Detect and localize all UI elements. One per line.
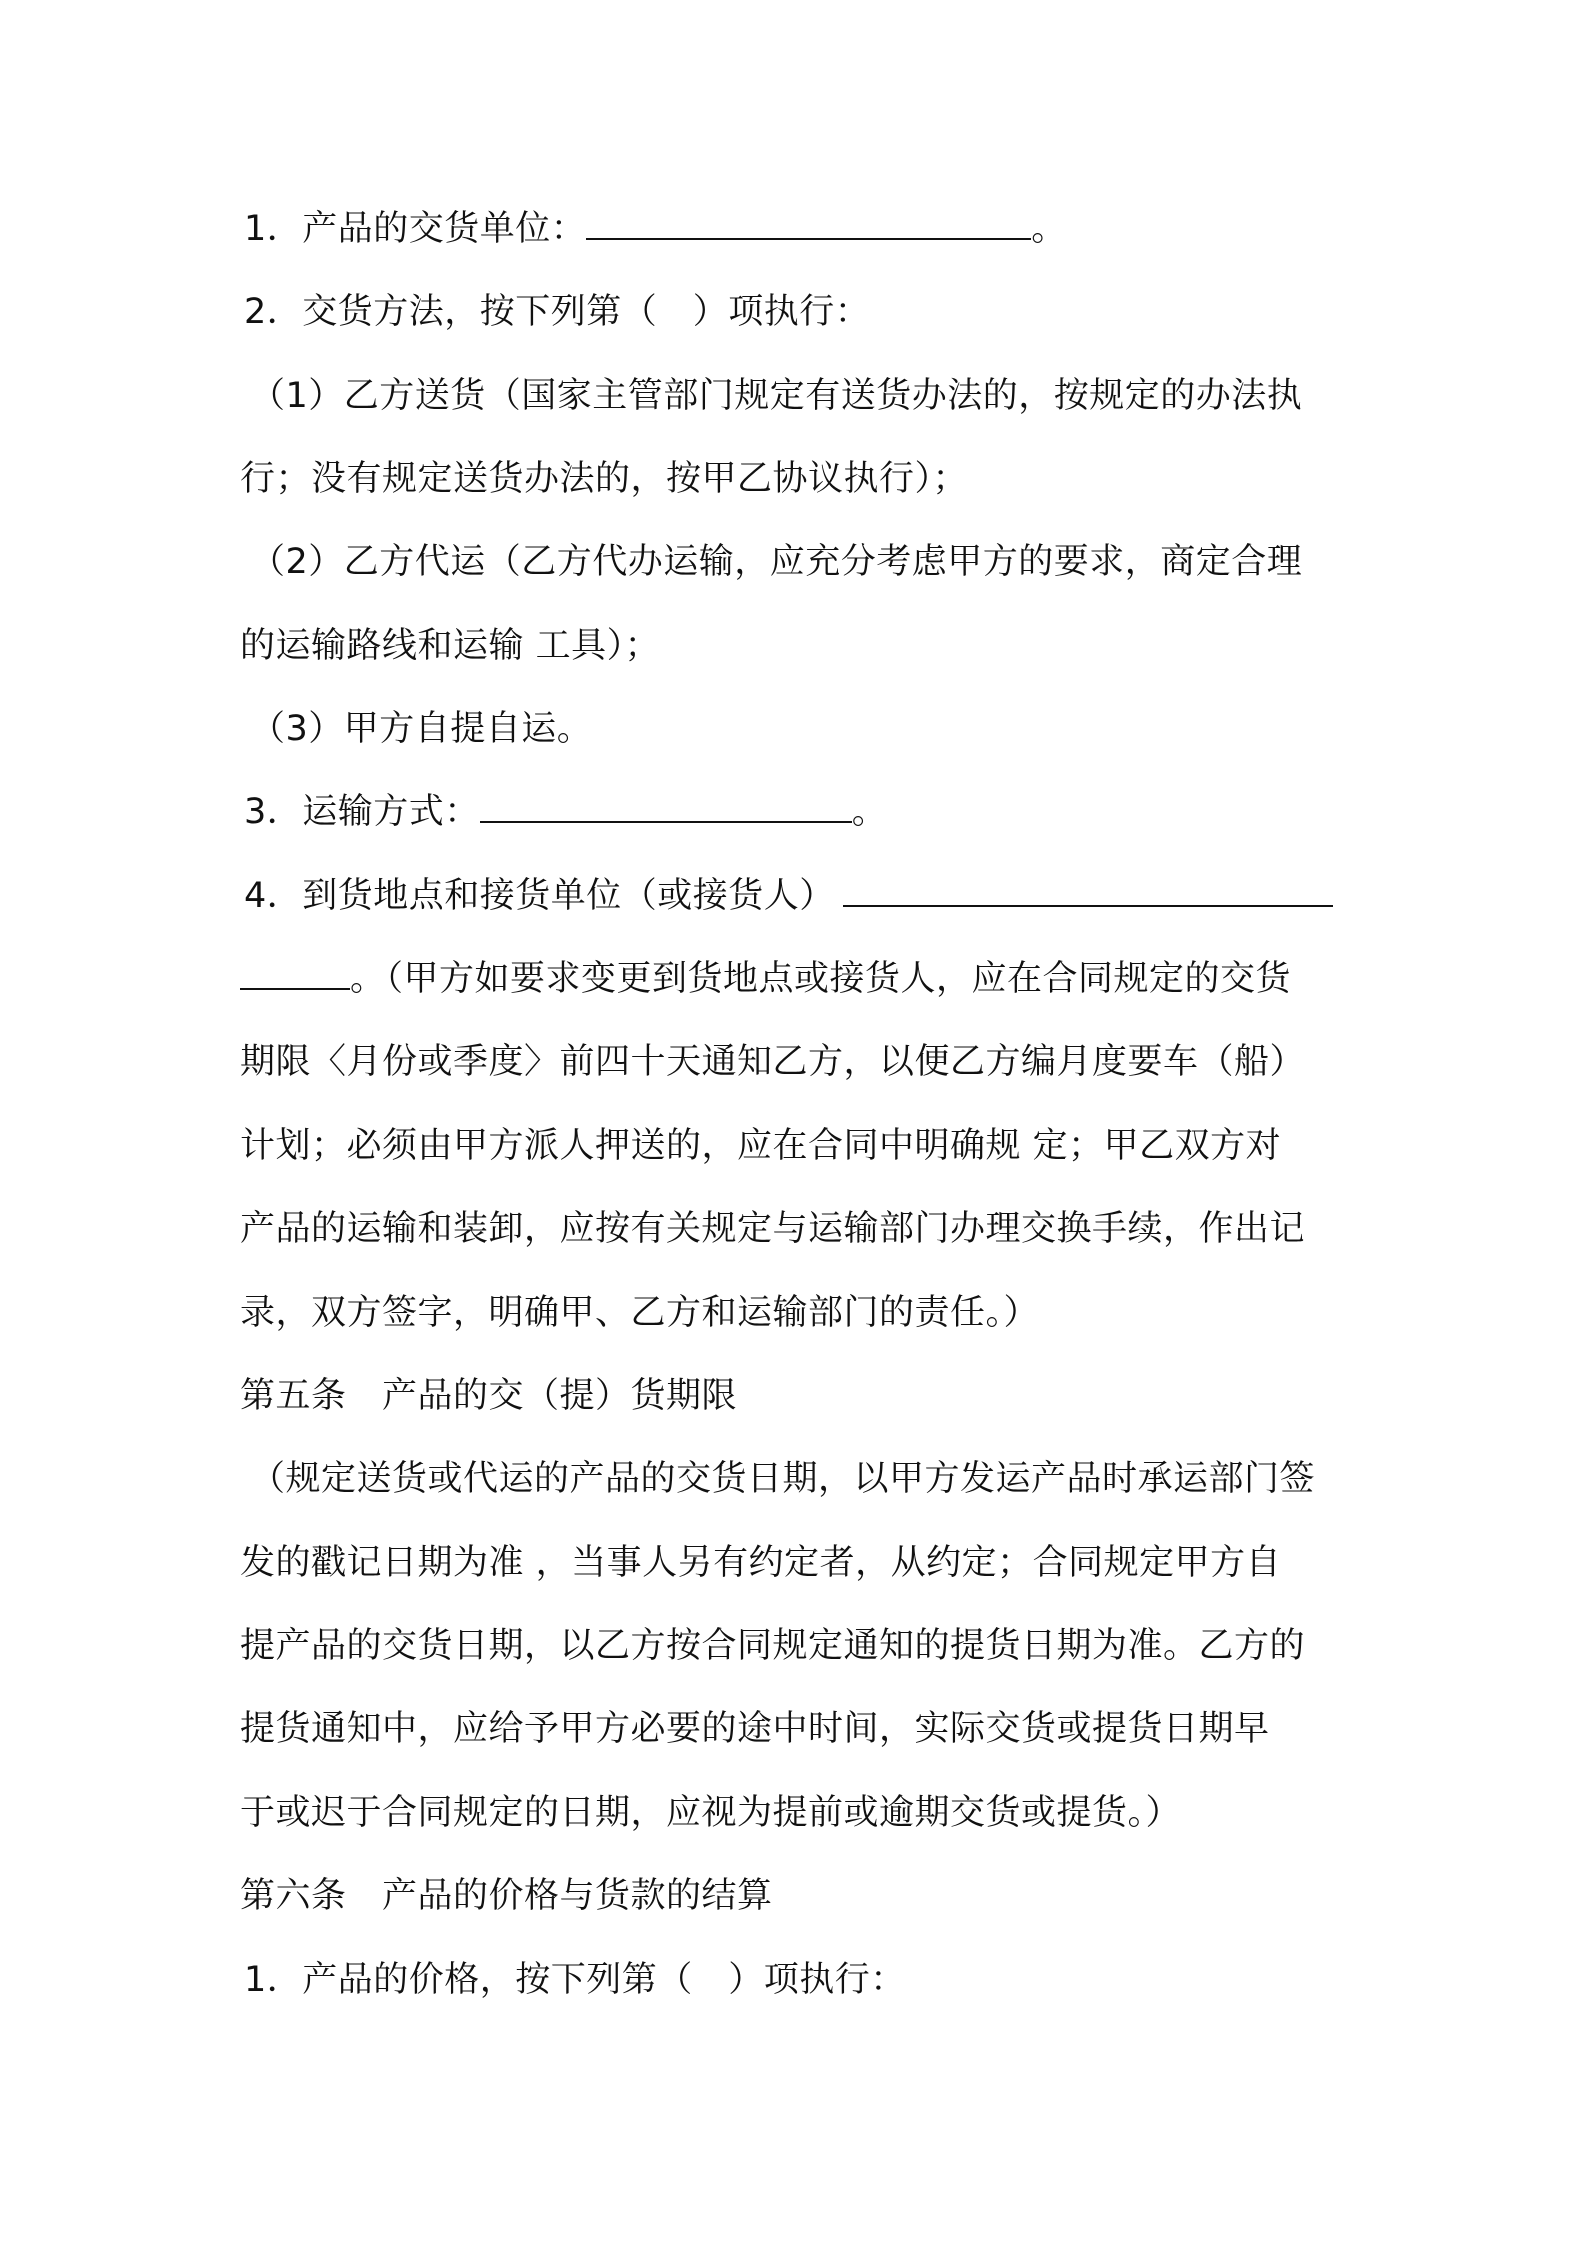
transport-method-blank[interactable] <box>480 787 852 823</box>
paragraph-line <box>240 1032 1305 1092</box>
option-1-line-b <box>240 449 968 509</box>
article-6-title: 第六条 产品的价格与货款的结算 <box>240 1876 773 1916</box>
article-6-heading <box>240 1866 773 1926</box>
transport-method-label: 3．运输方式： <box>244 792 480 832</box>
paragraph-line <box>240 1699 1270 1759</box>
paragraph-text: 提货通知中，应给予甲方必要的途中时间，实际交货或提货日期早 <box>240 1709 1270 1749</box>
paragraph-line <box>240 1533 1281 1593</box>
option-2-line-b <box>240 616 660 676</box>
paragraph-line <box>240 1199 1305 1259</box>
paragraph-text: 录，双方签字，明确甲、乙方和运输部门的责任。） <box>240 1293 1040 1333</box>
paragraph-text: 于或迟于合同规定的日期，应视为提前或逾期交货或提货。） <box>240 1793 1182 1833</box>
option-1-text-a: （1）乙方送货（国家主管部门规定有送货办法的，按规定的办法执 <box>250 376 1303 416</box>
paragraph-line <box>250 1449 1315 1509</box>
option-2-text-b: 的运输路线和运输 工具）； <box>240 626 661 666</box>
paragraph-line <box>240 1283 1039 1343</box>
arrival-place-blank-b[interactable] <box>240 954 350 990</box>
article-5-heading <box>240 1366 737 1426</box>
option-2-line-a <box>250 532 1302 592</box>
delivery-unit-line <box>244 199 1067 259</box>
arrival-place-label: 4．到货地点和接货单位（或接货人） <box>244 876 835 916</box>
delivery-unit-end: 。 <box>1031 209 1067 249</box>
option-3-line <box>250 699 592 759</box>
price-line <box>244 1950 906 2010</box>
transport-method-line <box>244 782 887 842</box>
transport-method-end: 。 <box>851 792 888 832</box>
paragraph-text: 期限〈月份或季度〉前四十天通知乙方，以便乙方编月度要车（船） <box>240 1042 1306 1082</box>
paragraph-text: 提产品的交货日期，以乙方按合同规定通知的提货日期为准。乙方的 <box>240 1626 1306 1666</box>
option-3-text: （3）甲方自提自运。 <box>250 709 593 749</box>
delivery-unit-blank[interactable] <box>586 204 1031 240</box>
paragraph-text: （规定送货或代运的产品的交货日期，以甲方发运产品时承运部门签 <box>250 1459 1316 1499</box>
option-2-text-a: （2）乙方代运（乙方代办运输，应充分考虑甲方的要求，商定合理 <box>250 542 1303 582</box>
delivery-method-line <box>244 282 870 342</box>
paragraph-line <box>240 1116 1281 1176</box>
paragraph-text: 产品的运输和装卸，应按有关规定与运输部门办理交换手续，作出记 <box>240 1209 1306 1249</box>
arrival-place-blank[interactable] <box>843 871 1333 907</box>
arrival-place-line-b <box>240 949 1291 1009</box>
paragraph-line <box>240 1783 1181 1843</box>
paragraph-text: 发的戳记日期为准 ，当事人另有约定者，从约定；合同规定甲方自 <box>240 1543 1282 1583</box>
price-text: 1．产品的价格，按下列第（ ）项执行： <box>244 1960 906 2000</box>
arrival-place-text-b: 。（甲方如要求变更到货地点或接货人，应在合同规定的交货 <box>350 959 1292 999</box>
paragraph-line <box>240 1616 1305 1676</box>
delivery-unit-label: 1．产品的交货单位： <box>244 209 587 249</box>
arrival-place-line <box>244 866 1333 926</box>
article-5-title: 第五条 产品的交（提）货期限 <box>240 1376 738 1416</box>
option-1-line-a <box>250 366 1302 426</box>
delivery-method-text: 2．交货方法，按下列第（ ）项执行： <box>244 292 871 332</box>
option-1-text-b: 行；没有规定送货办法的，按甲乙协议执行）； <box>240 459 969 499</box>
paragraph-text: 计划；必须由甲方派人押送的，应在合同中明确规 定；甲乙双方对 <box>240 1126 1282 1166</box>
